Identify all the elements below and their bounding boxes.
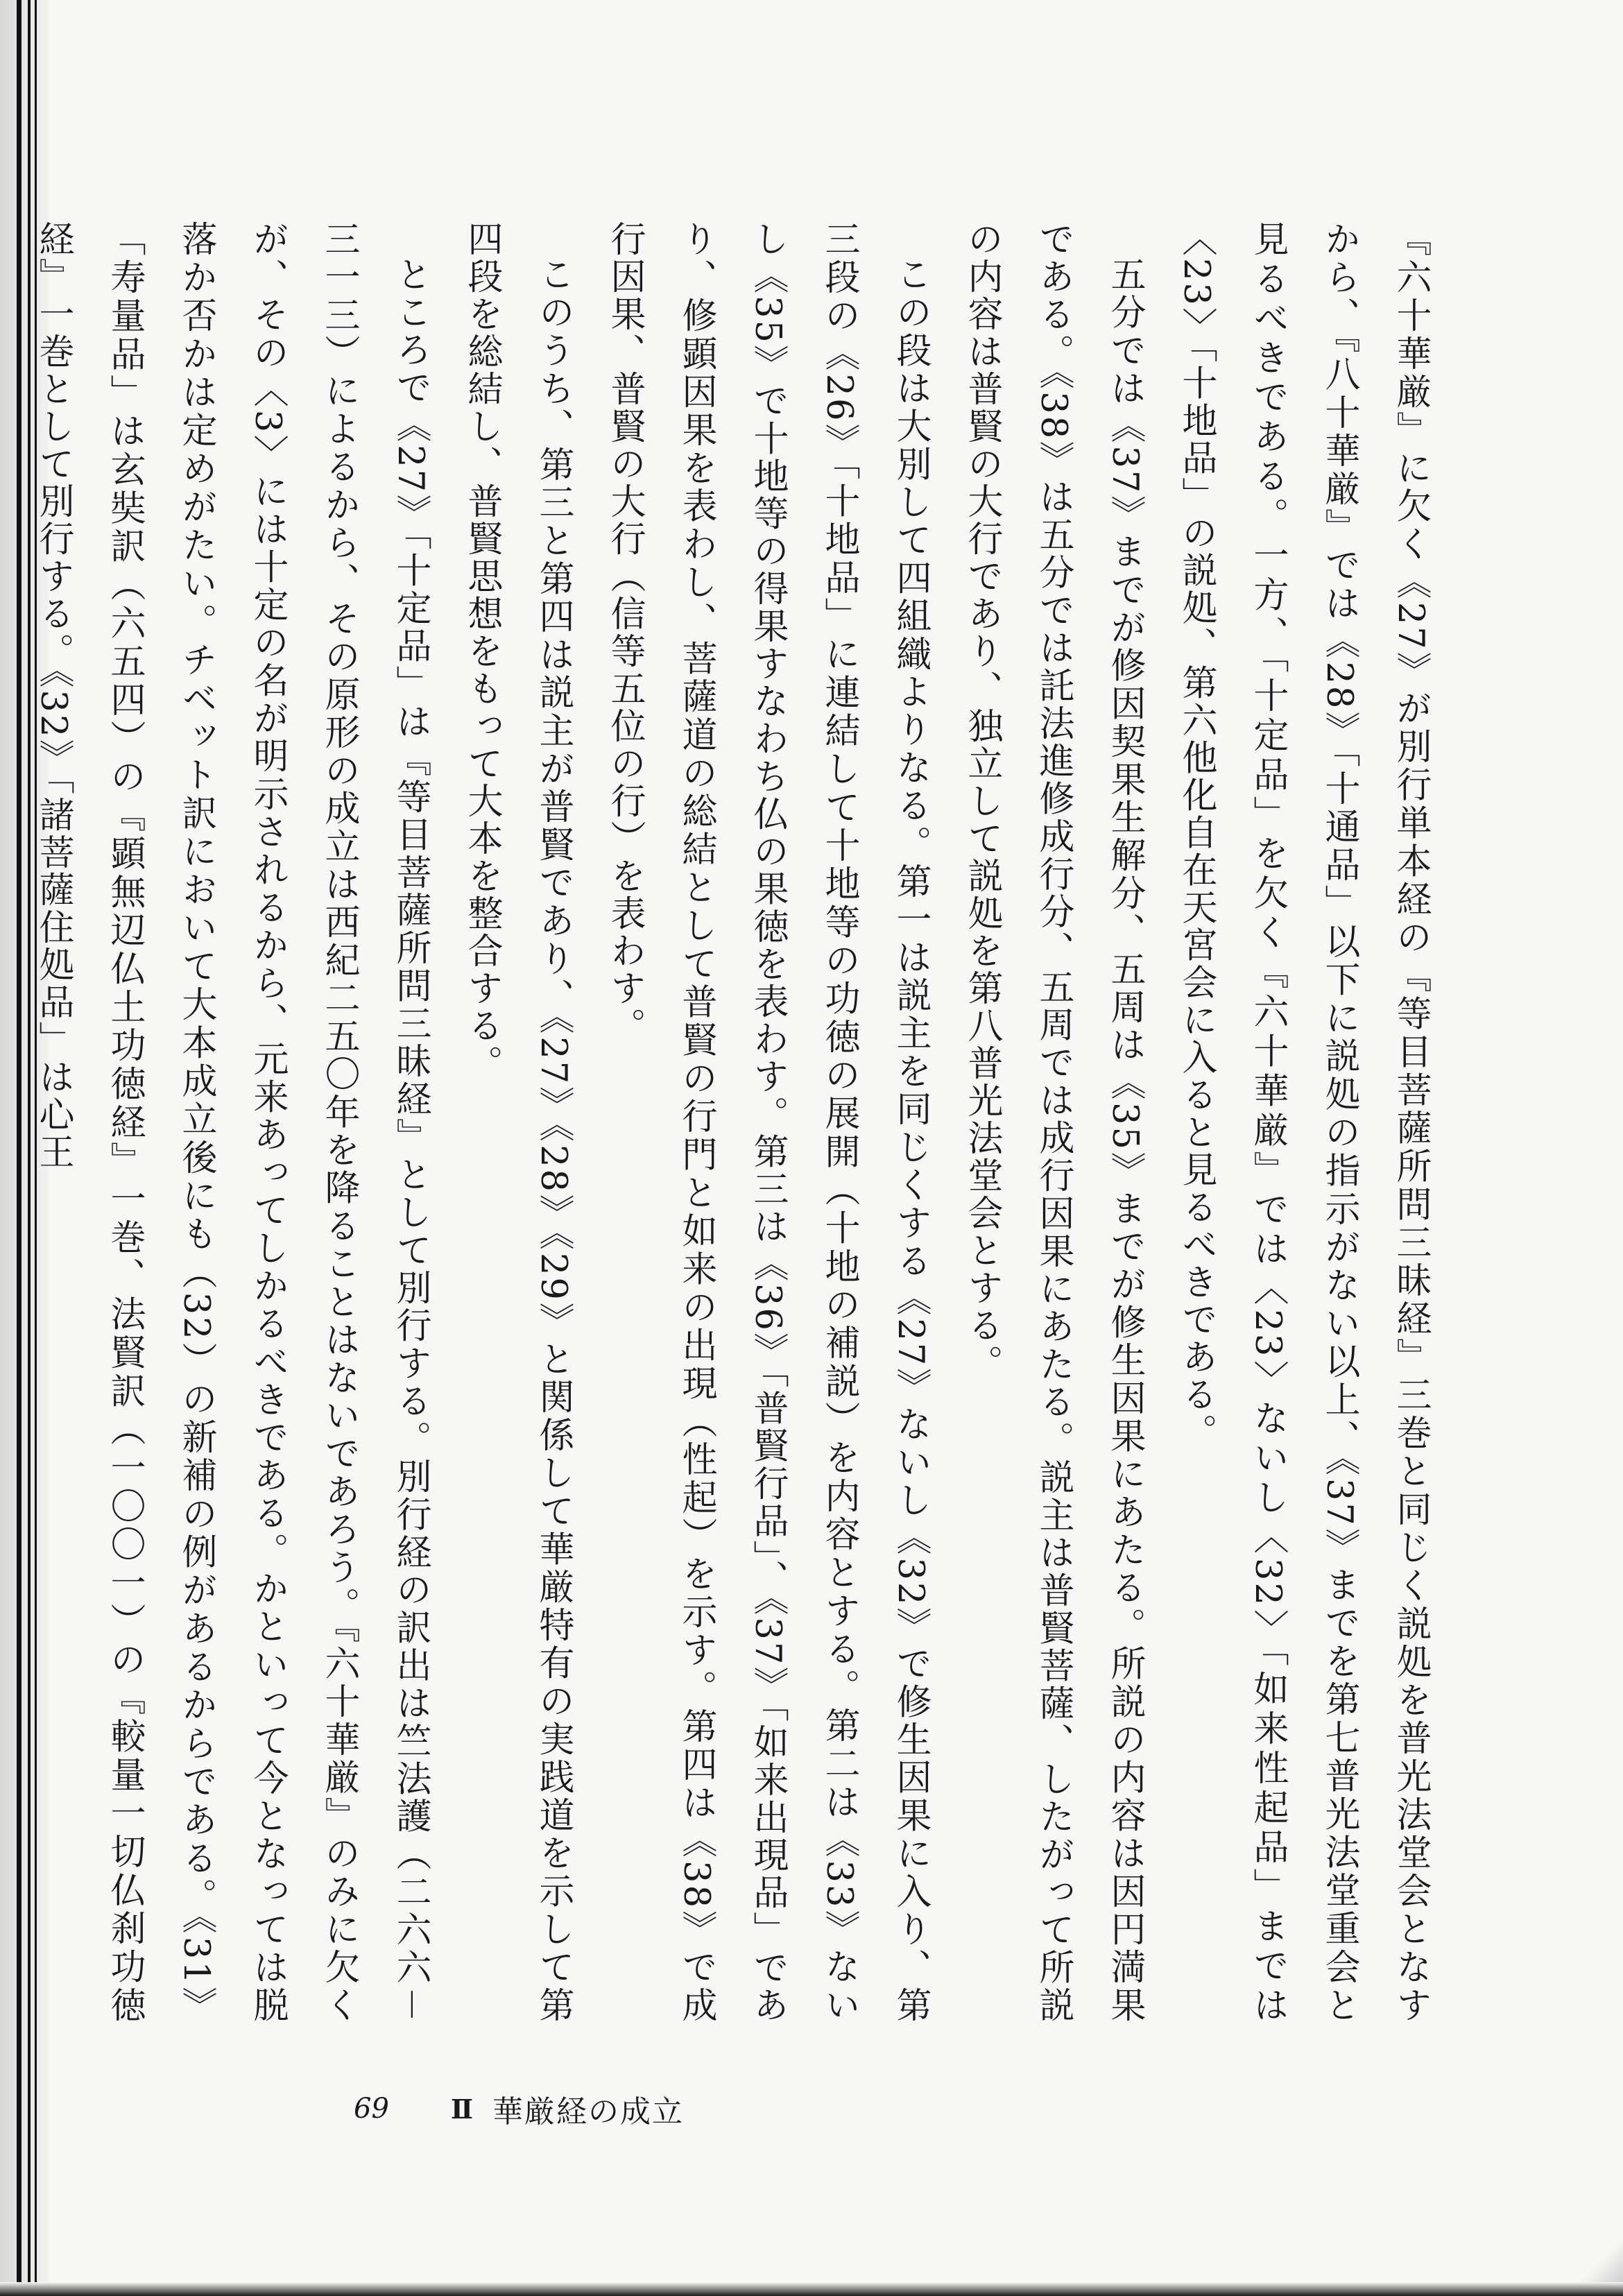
paragraph-2: 五分では《37》までが修因契果生解分、五周は《35》までが修生因果にあたる。所説の内容は因円満果である。《38》は五分では託法進修成行分、五周では成行因果にあたる。説主は普賢菩薩、したがって所説の内容は普賢の大行であり、独立して説処を第八普光法堂会とする。 <box>961 221 1145 2024</box>
page-corner-shadow <box>1581 2227 1623 2282</box>
paragraph-3: この段は大別して四組織よりなる。第一は説主を同じくする《27》ないし《32》で修生因果に入り、第三段の《26》「十地品」に連結して十地等の功徳の展開（十地の補説）を内容とする。第二は《33》ないし《35》で十地等の得果すなわち仏の果徳を表わす。第三は《36》「普賢行品」、《37》「如来出現品」であり、修顕因果を表わし、菩薩道の総結として普賢の行門と如来の出現（性起）を示す。第四は《38》で成行因果、普賢の大行（信等五位の行）を表わす。 <box>604 221 931 2024</box>
vertical-text-body <box>33 221 1446 2024</box>
part-numeral: Ⅱ <box>451 2093 474 2125</box>
chapter-title: 華厳経の成立 <box>492 2094 684 2130</box>
page-footer <box>354 2088 684 2130</box>
paragraph-1: 『六十華厳』に欠く《27》が別行単本経の『等目菩薩所問三昧経』三巻と同じく説処を普光法堂会となすから、『八十華厳』では《28》「十通品」以下に説処の指示がない以上、《37》までを第七普光法堂重会と見るべきである。一方、「十定品」を欠く『六十華厳』では〈23〉ないし〈32〉「如来性起品」までは〈23〉「十地品」の説処、第六他化自在天宮会に入ると見るべきである。 <box>1176 221 1431 2024</box>
page-number: 69 <box>354 2093 389 2125</box>
paragraph-5: ところで《27》「十定品」は『等目菩薩所問三昧経』として別行する。別行経の訳出は竺法護（二六六－三一三）によるから、その原形の成立は西紀二五〇年を降ることはないであろう。『六十華厳』のみに欠くが、その〈3〉には十定の名が明示されるから、元来あってしかるべきである。かといって今となっては脱落か否かは定めがたい。チベット訳において大本成立後にも（32）の新補の例があるからである。《31》「寿量品」は玄奘訳（六五四）の『顕無辺仏土功徳経』一巻、法賢訳（一〇〇一）の『較量一切仏刹功徳経』一巻として別行する。《32》「諸菩薩住処品」は心王 <box>33 221 431 2024</box>
paragraph-4: このうち、第三と第四は説主が普賢であり、《27》《28》《29》と関係して華厳特有の実践道を示して第四段を総結し、普賢思想をもって大本を整合する。 <box>461 221 574 2024</box>
page-bottom-edge <box>0 2282 1623 2296</box>
